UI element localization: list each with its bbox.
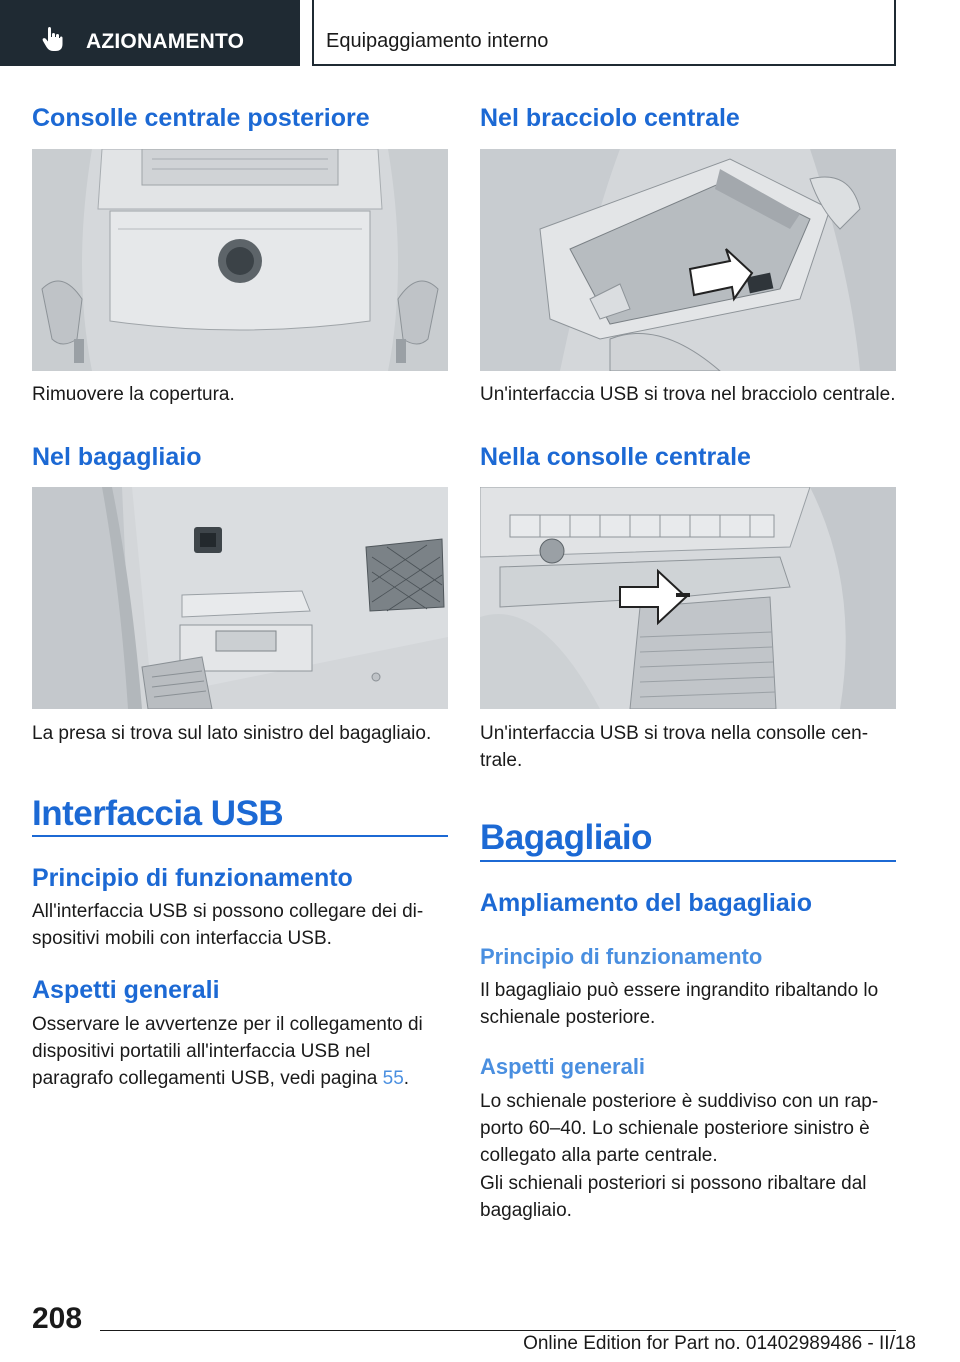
text-aspetti-end: . bbox=[403, 1068, 410, 1089]
caption-bracciolo: Un'interfaccia USB si trova nel bracciolo centrale. bbox=[480, 384, 896, 405]
heading-aspetti: Aspetti generali bbox=[32, 976, 220, 1004]
subsection-box bbox=[312, 0, 896, 66]
figure-consolle-centrale bbox=[480, 487, 896, 709]
page-number: 208 bbox=[32, 1302, 83, 1335]
heading-interfaccia-usb: Interfaccia USB bbox=[32, 794, 284, 833]
footer-edition: Online Edition for Part no. 01402989486 - II/18 bbox=[523, 1333, 916, 1354]
caption-consolle-centrale: Un'interfaccia USB si trova nella consolle centrale. bbox=[480, 723, 869, 771]
heading-consolle-centrale: Nella consolle centrale bbox=[480, 443, 751, 471]
text-aspetti-body: Osservare le avvertenze per il collegamento di dispositivi portatili all'interfaccia USB nel paragrafo collegamenti USB, vedi pagina bbox=[32, 1014, 423, 1089]
figure-bracciolo bbox=[480, 149, 896, 371]
page-header bbox=[0, 0, 960, 66]
section-title: AZIONAMENTO bbox=[86, 30, 245, 53]
heading-principio: Principio di funzionamento bbox=[32, 864, 353, 892]
section-tab bbox=[0, 0, 300, 66]
hand-pointer-icon bbox=[42, 27, 64, 51]
heading-bagagliaio-chapter: Bagagliaio bbox=[480, 818, 652, 857]
footer-rule bbox=[100, 1330, 896, 1331]
text-principio-2: Il bagagliaio può essere ingrandito ribaltando lo schienale posteriore. bbox=[480, 980, 879, 1028]
text-aspetti bbox=[32, 1011, 448, 1092]
heading-consolle-posteriore: Consolle centrale posteriore bbox=[32, 104, 370, 132]
heading-ampliamento: Ampliamento del bagagliaio bbox=[480, 889, 812, 917]
caption-consolle-posteriore: Rimuovere la copertura. bbox=[32, 384, 235, 405]
heading-rule bbox=[480, 860, 896, 862]
figure-bagagliaio bbox=[32, 487, 448, 709]
caption-bagagliaio: La presa si trova sul lato sinistro del bagagliaio. bbox=[32, 723, 432, 744]
page-link-55[interactable]: 55 bbox=[382, 1068, 404, 1089]
heading-rule bbox=[32, 835, 448, 837]
text-aspetti-2b: Gli schienali posteriori si possono ribaltare dal bagagliaio. bbox=[480, 1173, 867, 1221]
heading-bagagliaio: Nel bagagliaio bbox=[32, 443, 202, 471]
subsection-title: Equipaggiamento interno bbox=[326, 30, 549, 52]
figure-consolle-posteriore bbox=[32, 149, 448, 371]
text-aspetti-2a: Lo schienale posteriore è suddiviso con un rapporto 60–40. Lo schienale posteriore sinistro è collegato alla parte centrale. bbox=[480, 1091, 879, 1166]
heading-principio-2: Principio di funzionamento bbox=[480, 944, 763, 969]
heading-aspetti-2: Aspetti generali bbox=[480, 1054, 646, 1079]
heading-bracciolo: Nel bracciolo centrale bbox=[480, 104, 740, 132]
text-principio: All'interfaccia USB si possono collegare dei dispositivi mobili con interfaccia USB. bbox=[32, 901, 424, 949]
